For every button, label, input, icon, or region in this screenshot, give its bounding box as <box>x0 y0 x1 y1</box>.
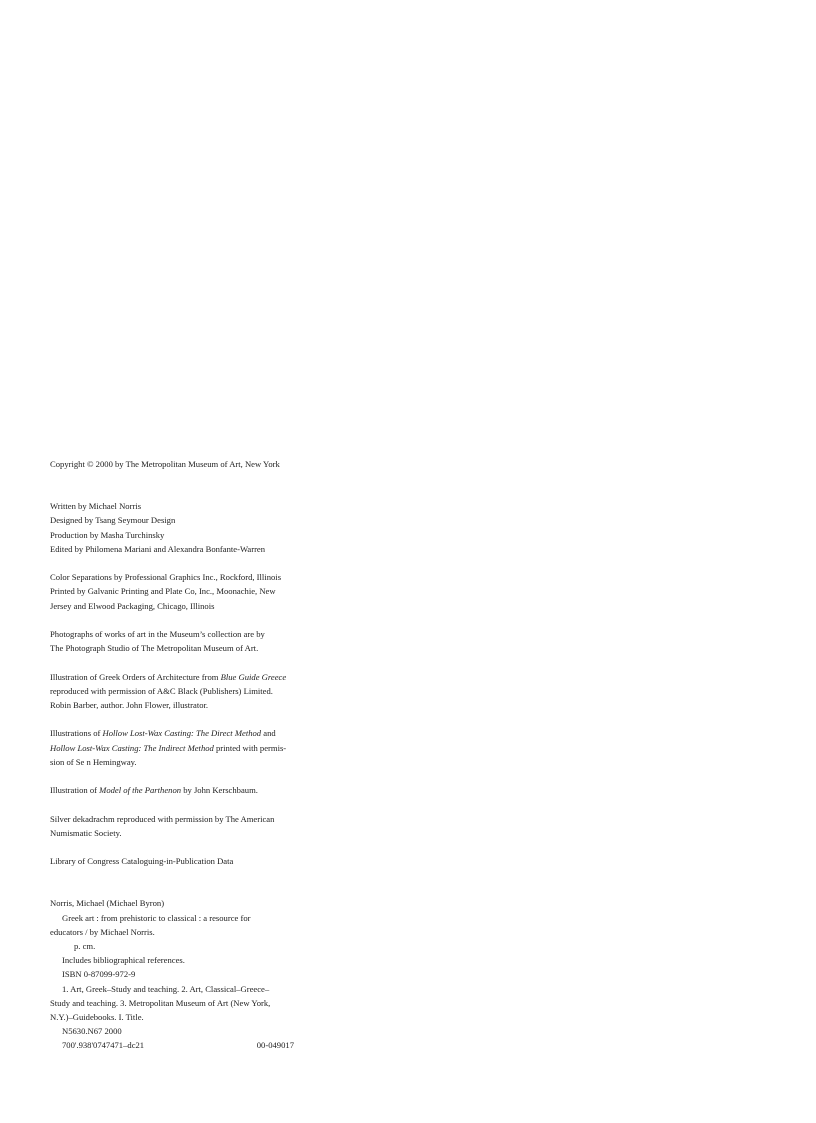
cip-lccn: 00-049017 <box>256 1040 294 1051</box>
orders-book-title: Blue Guide Greece <box>220 671 287 682</box>
credit-designer: Designed by Tsang Seymour Design <box>50 515 176 526</box>
cip-author: Norris, Michael (Michael Byron) <box>50 898 165 909</box>
cip-dewey: 700'.938'0747471–dc21 <box>62 1040 145 1051</box>
orders-line-3: Robin Barber, author. John Flower, illustrator. <box>50 700 209 710</box>
orders-line-2: reproduced with permission of A&C Black (Publishers) Limited. <box>50 685 273 696</box>
casting-line-1 <box>50 726 350 740</box>
cip-title-line-1: Greek art : from prehistoric to classical : a resource for <box>62 912 251 923</box>
printing-block <box>50 570 350 613</box>
casting-mid: and <box>261 728 276 739</box>
cip-notes: Includes bibliographical references. <box>62 955 185 966</box>
parthenon-suffix: by John Kerschbaum. <box>181 785 258 796</box>
printing-line-3: Jersey and Elwood Packaging, Chicago, Illinois <box>50 600 215 611</box>
cip-record <box>50 896 350 1052</box>
photographs-line-1: Photographs of works of art in the Museum’s collection are by <box>50 629 265 639</box>
cip-title-line-2: educators / by Michael Norris. <box>50 926 155 937</box>
dekadrachm-line-1: Silver dekadrachm reproduced with permission by The American <box>50 813 275 824</box>
printing-line-2: Printed by Galvanic Printing and Plate Co, Inc., Moonachie, New <box>50 586 276 597</box>
cip-isbn: ISBN 0-87099-972-9 <box>62 969 136 980</box>
dekadrachm-line-2: Numismatic Society. <box>50 827 122 838</box>
parthenon-illustration-block <box>50 783 350 797</box>
casting-title-1: Hollow Lost-Wax Casting: The Direct Method <box>102 728 262 739</box>
cip-physical: p. cm. <box>74 940 96 951</box>
orders-prefix: Illustration of Greek Orders of Architecture from <box>50 671 221 682</box>
photographs-line-2: The Photograph Studio of The Metropolitan Museum of Art. <box>50 643 259 654</box>
casting-line-3: sion of Se n Hemingway. <box>50 756 137 767</box>
orders-illustration-block <box>50 670 350 713</box>
copyright-page-text <box>50 457 350 1053</box>
dekadrachm-block <box>50 812 350 840</box>
casting-illustrations-block <box>50 726 350 769</box>
credit-writer: Written by Michael Norris <box>50 501 142 512</box>
credits-block <box>50 499 350 556</box>
orders-line-1 <box>50 670 350 684</box>
credit-production: Production by Masha Turchinsky <box>50 529 165 540</box>
casting-prefix: Illustrations of <box>50 728 103 739</box>
cip-subjects-line-3: N.Y.)–Guidebooks. I. Title. <box>50 1012 144 1022</box>
printing-line-1: Color Separations by Professional Graphics Inc., Rockford, Illinois <box>50 572 282 583</box>
credit-editors: Edited by Philomena Mariani and Alexandra Bonfante-Warren <box>50 543 266 554</box>
cip-subjects-line-2: Study and teaching. 3. Metropolitan Museum of Art (New York, <box>50 997 271 1008</box>
casting-title-2: Hollow Lost-Wax Casting: The Indirect Method <box>50 742 214 753</box>
cip-classification-line <box>50 1038 294 1052</box>
photographs-block <box>50 627 350 655</box>
copyright-notice <box>50 457 350 471</box>
parthenon-title: Model of the Parthenon <box>99 785 182 796</box>
casting-line-2 <box>50 741 350 755</box>
cip-heading: Library of Congress Cataloguing-in-Publication Data <box>50 856 234 867</box>
cip-lc-call-number: N5630.N67 2000 <box>62 1026 122 1037</box>
copyright-line: Copyright © 2000 by The Metropolitan Museum of Art, New York <box>50 459 280 469</box>
casting-suffix: printed with permis- <box>213 742 287 753</box>
parthenon-line <box>50 783 350 797</box>
parthenon-prefix: Illustration of <box>50 785 100 796</box>
cip-heading-block <box>50 854 350 868</box>
cip-subjects-line-1: 1. Art, Greek–Study and teaching. 2. Art, Classical–Greece– <box>62 983 270 994</box>
